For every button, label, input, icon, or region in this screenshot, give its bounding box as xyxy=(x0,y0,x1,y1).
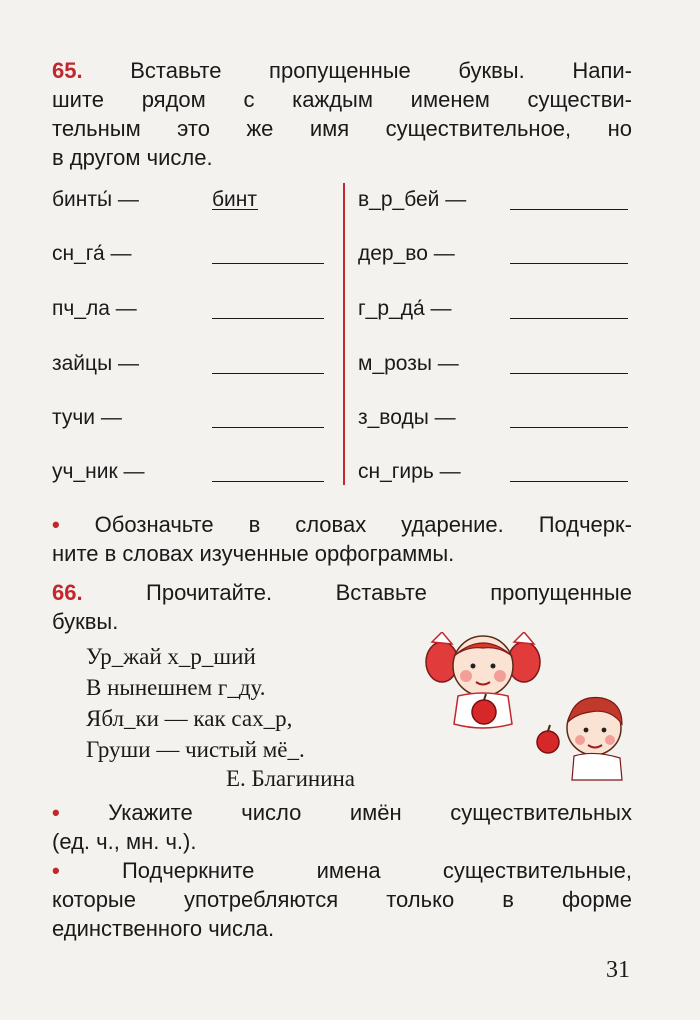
bullet-icon: • xyxy=(52,800,60,825)
left-blank-4[interactable] xyxy=(212,373,324,374)
task-66-bullet-1-line-1: • Укажите число имён существительных xyxy=(52,800,632,825)
poem-line-3: Ябл_ки — как сах_р, xyxy=(86,706,293,731)
left-word-6: уч_ник — xyxy=(52,460,145,483)
task-65-number: 65. xyxy=(52,58,83,83)
left-word-2: сн_га́ — xyxy=(52,242,132,265)
left-blank-5[interactable] xyxy=(212,427,324,428)
task-65-line-3: тельным это же имя существительное, но xyxy=(52,116,632,141)
page-number: 31 xyxy=(606,957,630,983)
right-word-5: з_воды — xyxy=(358,406,456,429)
left-word-1: бинты́ — xyxy=(52,188,139,211)
left-word-3: пч_ла — xyxy=(52,297,137,320)
right-word-3: г_р_да́ — xyxy=(358,297,452,320)
left-word-5: тучи — xyxy=(52,406,122,429)
task-66-bullet-1 xyxy=(52,798,632,856)
task-65-line-4: в другом числе. xyxy=(52,145,213,170)
right-word-2: дер_во — xyxy=(358,242,455,265)
right-blank-3[interactable] xyxy=(510,318,628,319)
bullet-icon: • xyxy=(52,858,60,883)
left-blank-2[interactable] xyxy=(212,263,324,264)
task-66-bullet-2-line-1: • Подчеркните имена существительные, xyxy=(52,858,632,883)
left-blank-6[interactable] xyxy=(212,481,324,482)
task-66-line-2: буквы. xyxy=(52,609,119,634)
task-66-bullet-2 xyxy=(52,856,632,943)
right-blank-6[interactable] xyxy=(510,481,628,482)
task-65-note xyxy=(52,510,632,568)
poem-line-4: Груши — чистый мё_. xyxy=(86,737,305,762)
task-65-line-1: 65. Вставьте пропущенные буквы. Напи- xyxy=(52,58,632,83)
right-blank-2[interactable] xyxy=(510,263,628,264)
poem-line-2: В нынешнем г_ду. xyxy=(86,675,266,700)
task-65-instruction xyxy=(52,56,632,172)
task-65-note-line-1: • Обозначьте в словах ударение. Подчерк- xyxy=(52,512,632,537)
column-divider xyxy=(343,183,345,485)
right-word-1: в_р_бей — xyxy=(358,188,467,211)
task-66-number: 66. xyxy=(52,580,83,605)
right-blank-4[interactable] xyxy=(510,373,628,374)
girl-figure xyxy=(426,632,540,728)
boy-figure xyxy=(537,698,622,781)
task-66-bullet-1-line-2: (ед. ч., мн. ч.). xyxy=(52,829,197,854)
right-blank-5[interactable] xyxy=(510,427,628,428)
left-blank-3[interactable] xyxy=(212,318,324,319)
right-word-4: м_розы — xyxy=(358,352,459,375)
left-word-4: зайцы — xyxy=(52,352,139,375)
task-65-note-line-2: ните в словах изученные орфограммы. xyxy=(52,541,455,566)
left-blank-1[interactable] xyxy=(212,209,258,210)
task-66-bullet-2-line-3: единственного числа. xyxy=(52,916,275,941)
task-66-line-1: 66. Прочитайте. Вставьте пропущенные xyxy=(52,580,632,605)
poem-line-1: Ур_жай х_р_ший xyxy=(86,644,256,669)
right-word-6: сн_гирь — xyxy=(358,460,461,483)
task-66-bullet-2-line-2: которые употребляются только в форме xyxy=(52,887,632,912)
poem-author: Е. Благинина xyxy=(226,766,356,791)
task-65-line-2: шите рядом с каждым именем существи- xyxy=(52,87,632,112)
bullet-icon: • xyxy=(52,512,60,537)
task-66-instruction xyxy=(52,578,632,636)
right-blank-1[interactable] xyxy=(510,209,628,210)
children-with-apples-illustration xyxy=(424,632,634,782)
left-answer-1: бинт xyxy=(212,188,257,211)
